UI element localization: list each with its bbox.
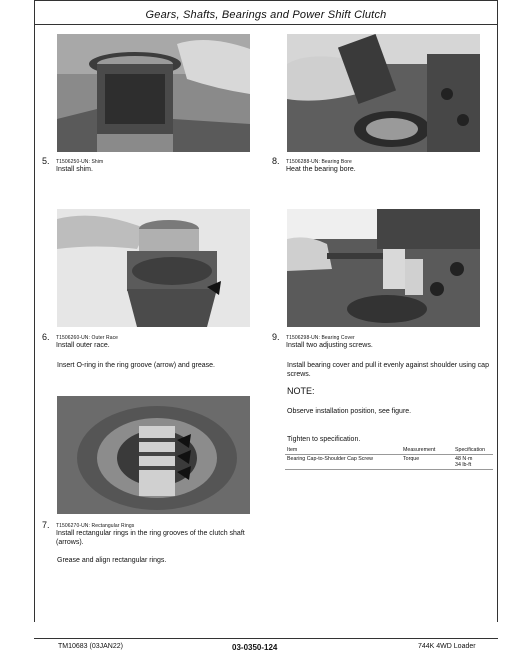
step-number: 7.	[42, 520, 50, 530]
step-number: 8.	[272, 156, 280, 166]
step-title: Install outer race.	[56, 342, 110, 349]
note-label: NOTE:	[287, 386, 315, 396]
figure-bearing-cover-photo	[287, 209, 480, 327]
figure-code: T1506270-UN: Rectangular Rings	[56, 523, 135, 529]
figure-code: T1506288-UN: Bearing Bore	[286, 159, 352, 165]
footer-rule	[34, 638, 498, 639]
figure-rectangular-rings-photo	[57, 396, 250, 514]
figure-outer-race-photo	[57, 209, 250, 327]
figure-shim-photo	[57, 34, 250, 152]
figure-code: T1506250-UN: Shim	[56, 159, 104, 165]
footer-manual-id: TM10683 (03JAN22)	[58, 643, 123, 650]
header-item: Item	[285, 446, 401, 455]
step-8	[272, 158, 472, 178]
spec-table-header	[285, 446, 493, 455]
spec-value-metric: 48 N·m	[455, 456, 473, 462]
cell-measurement: Torque	[401, 455, 453, 470]
cell-item: Bearing Cap-to-Shoulder Cap Screw	[285, 455, 401, 470]
step-7-title: Install rectangular rings in the ring grooves of the clutch shaft (arrows).	[56, 530, 245, 546]
tighten-text: Tighten to specification.	[287, 436, 361, 443]
table-row	[285, 455, 493, 470]
step-6	[42, 334, 252, 354]
step-7-instruction: Grease and align rectangular rings.	[57, 557, 167, 564]
note-text: Observe installation position, see figure.	[287, 408, 412, 415]
step-number: 9.	[272, 332, 280, 342]
step-5	[42, 158, 242, 178]
footer-machine-model: 744K 4WD Loader	[418, 643, 476, 650]
header-rule	[34, 24, 498, 25]
header-measurement: Measurement	[401, 446, 453, 455]
step-9	[272, 334, 482, 354]
step-title: Install two adjusting screws.	[286, 342, 373, 349]
figure-code: T1506260-UN: Outer Race	[56, 335, 119, 341]
step-9-instruction: Install bearing cover and pull it evenly against shoulder using cap screws.	[287, 362, 489, 378]
figure-code: T1506298-UN: Bearing Cover	[286, 335, 355, 341]
step-title: Heat the bearing bore.	[286, 166, 356, 173]
cell-specification	[453, 455, 493, 470]
header-specification: Specification	[453, 446, 493, 455]
footer-page-number: 03-0350-124	[232, 643, 278, 652]
figure-bearing-bore-photo	[287, 34, 480, 152]
step-title: Install shim.	[56, 166, 93, 173]
step-number: 6.	[42, 332, 50, 342]
step-6-instruction: Insert O-ring in the ring groove (arrow) and grease.	[57, 362, 215, 369]
spec-value-imperial: 34 lb-ft	[455, 462, 472, 468]
spec-table	[285, 446, 493, 470]
step-number: 5.	[42, 156, 50, 166]
page-header-title: Gears, Shafts, Bearings and Power Shift Clutch	[145, 9, 387, 21]
